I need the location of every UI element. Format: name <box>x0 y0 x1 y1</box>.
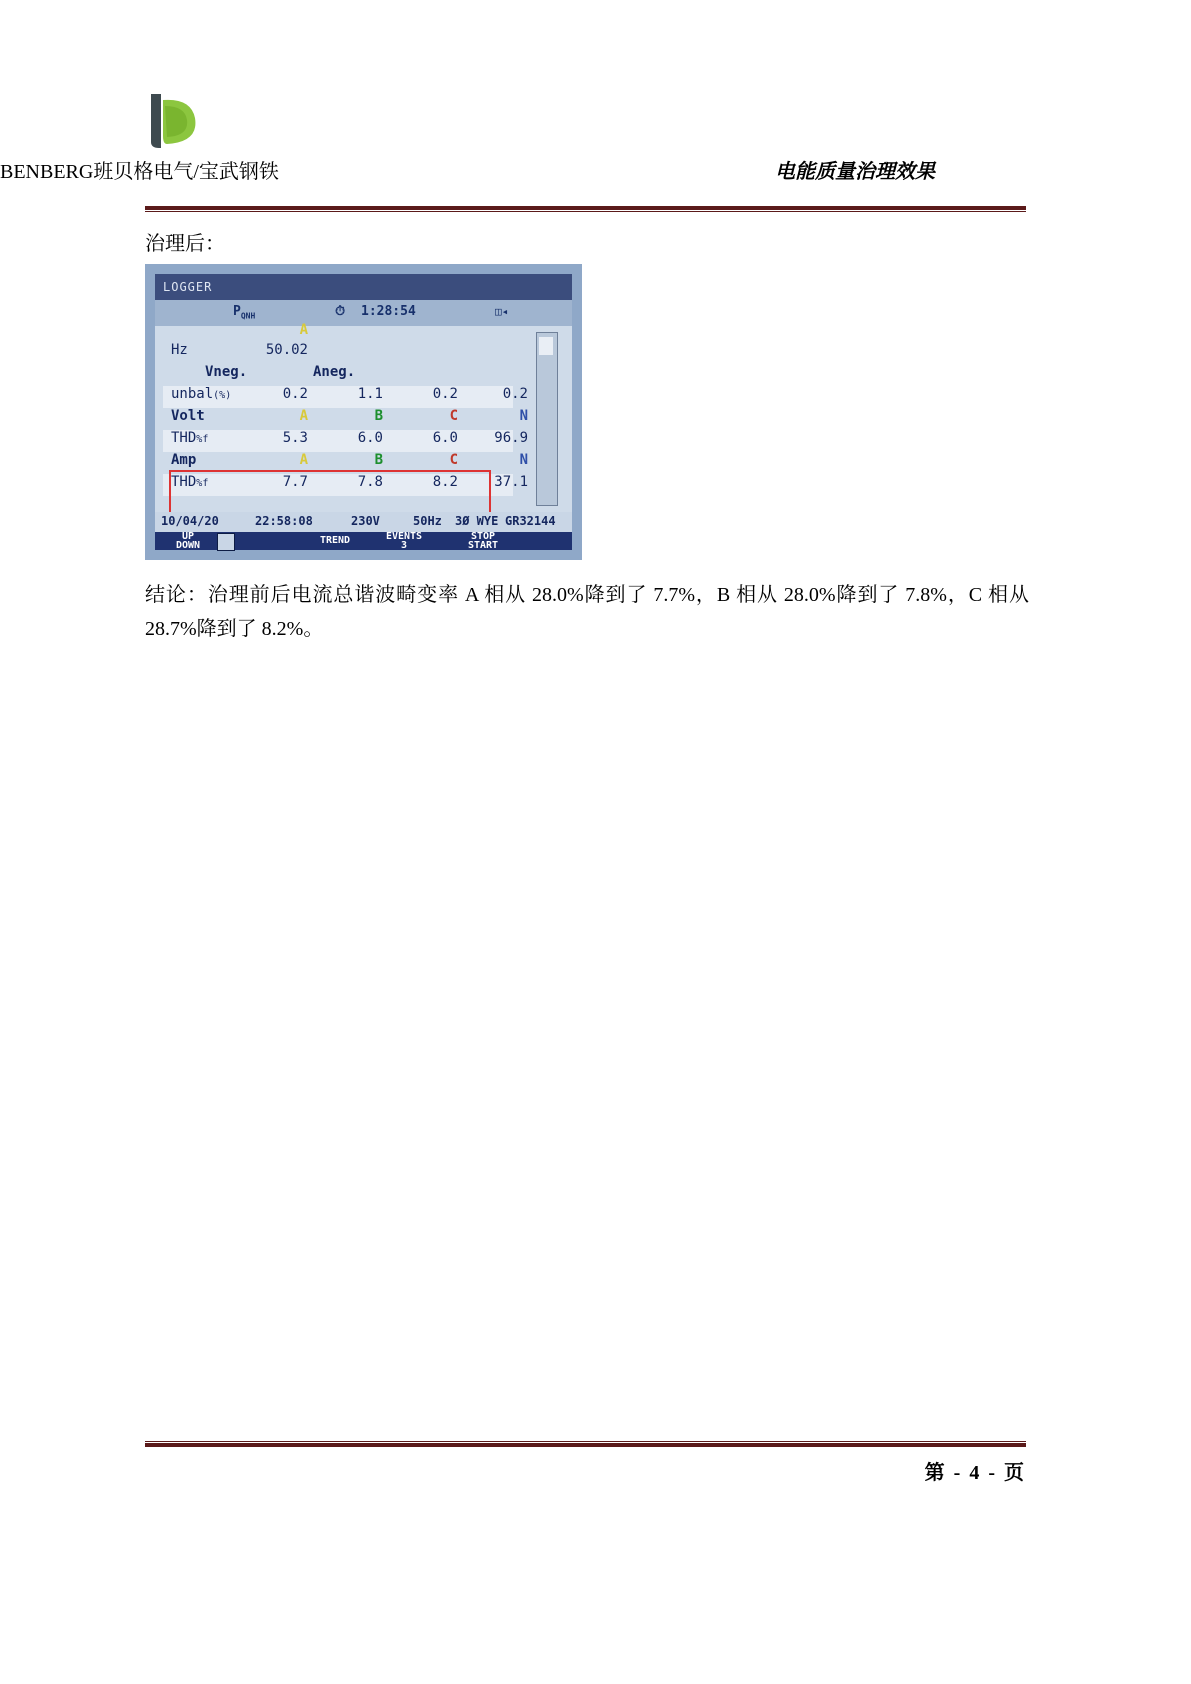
row-value-a: 0.2 <box>282 386 308 402</box>
row-value-a: A <box>299 408 308 424</box>
conclusion-text: 结论：治理前后电流总谐波畸变率 A 相从 28.0%降到了 7.7%，B 相从 28.0%降到了 7.8%，C 相从 28.7%降到了 8.2%。 <box>145 584 1029 640</box>
row-value-n: N <box>519 408 528 424</box>
meter-readings-area <box>155 322 572 512</box>
row-value-c: 8.2 <box>432 474 458 490</box>
memory-bar <box>536 332 558 506</box>
meter-softkey-bar <box>155 532 572 550</box>
row-value-b: 7.8 <box>357 474 383 490</box>
header-divider <box>145 206 1026 212</box>
row-value-c: C <box>449 408 458 424</box>
header-brand-text: BENBERG班贝格电气/宝武钢铁 <box>0 161 279 183</box>
meter-title-bar: LOGGER <box>155 274 572 300</box>
meter-footer-bar <box>155 512 572 532</box>
row-value-a: 7.7 <box>282 474 308 490</box>
row-value-n: 37.1 <box>494 474 528 490</box>
row-value-c: C <box>449 452 458 468</box>
row-value-a: 50.02 <box>265 342 308 358</box>
row-label: Vneg. <box>205 364 248 380</box>
footer-divider <box>145 1441 1026 1447</box>
updown-spinner-icon[interactable] <box>217 533 235 551</box>
meter-frequency: 50Hz <box>413 514 442 528</box>
row-value-b: B <box>374 452 383 468</box>
row-label: unbal(%) <box>171 386 232 402</box>
row-value-c: 0.2 <box>432 386 458 402</box>
row-label: Volt <box>171 408 205 424</box>
row-value-a: A <box>299 452 308 468</box>
row-label: THD%f <box>171 430 209 446</box>
row-label: THD%f <box>171 474 209 490</box>
meter-time: 22:58:08 <box>255 514 313 528</box>
meter-date: 10/04/20 <box>161 514 219 528</box>
row-value-n: 0.2 <box>502 386 528 402</box>
meter-config: 3Ø WYE <box>455 514 499 528</box>
table-row <box>163 386 528 408</box>
row-value-n: 96.9 <box>494 430 528 446</box>
meter-serial: GR32144 <box>505 514 556 528</box>
table-row <box>163 342 513 364</box>
row-value-b: B <box>374 408 383 424</box>
clock-icon: ⏱ <box>335 304 346 319</box>
table-row <box>163 430 528 452</box>
page-number: 第 - 4 - 页 <box>924 1462 1026 1484</box>
table-row <box>163 364 513 386</box>
meter-screen <box>155 274 572 550</box>
row-value-b: Aneg. <box>313 364 356 380</box>
softkey-updown[interactable]: UP DOWN <box>175 531 201 551</box>
softkey-stop-start[interactable]: STOP START <box>467 531 499 551</box>
row-value-a: 5.3 <box>282 430 308 446</box>
table-row <box>163 322 513 344</box>
softkey-trend[interactable]: TREND <box>319 535 351 546</box>
row-value-n: N <box>519 452 528 468</box>
row-label: Amp <box>171 452 197 468</box>
section-label: 治理后： <box>145 233 225 255</box>
phase-a-indicator: A <box>299 322 308 338</box>
row-value-b: 1.1 <box>357 386 383 402</box>
benberg-logo-icon <box>145 92 207 150</box>
header-doc-title: 电能质量治理效果 <box>775 161 935 183</box>
row-label: Hz <box>171 342 188 358</box>
row-value-b: 6.0 <box>357 430 383 446</box>
meter-voltage: 230V <box>351 514 380 528</box>
battery-icon: ◫◂ <box>495 305 509 318</box>
meter-elapsed-time: 1:28:54 <box>361 304 416 319</box>
row-value-c: 6.0 <box>432 430 458 446</box>
meter-quality-label: $P_{QNH}$ <box>233 304 256 321</box>
softkey-events[interactable]: EVENTS 3 <box>385 531 423 551</box>
meter-photo <box>145 264 582 560</box>
table-row <box>163 408 528 430</box>
